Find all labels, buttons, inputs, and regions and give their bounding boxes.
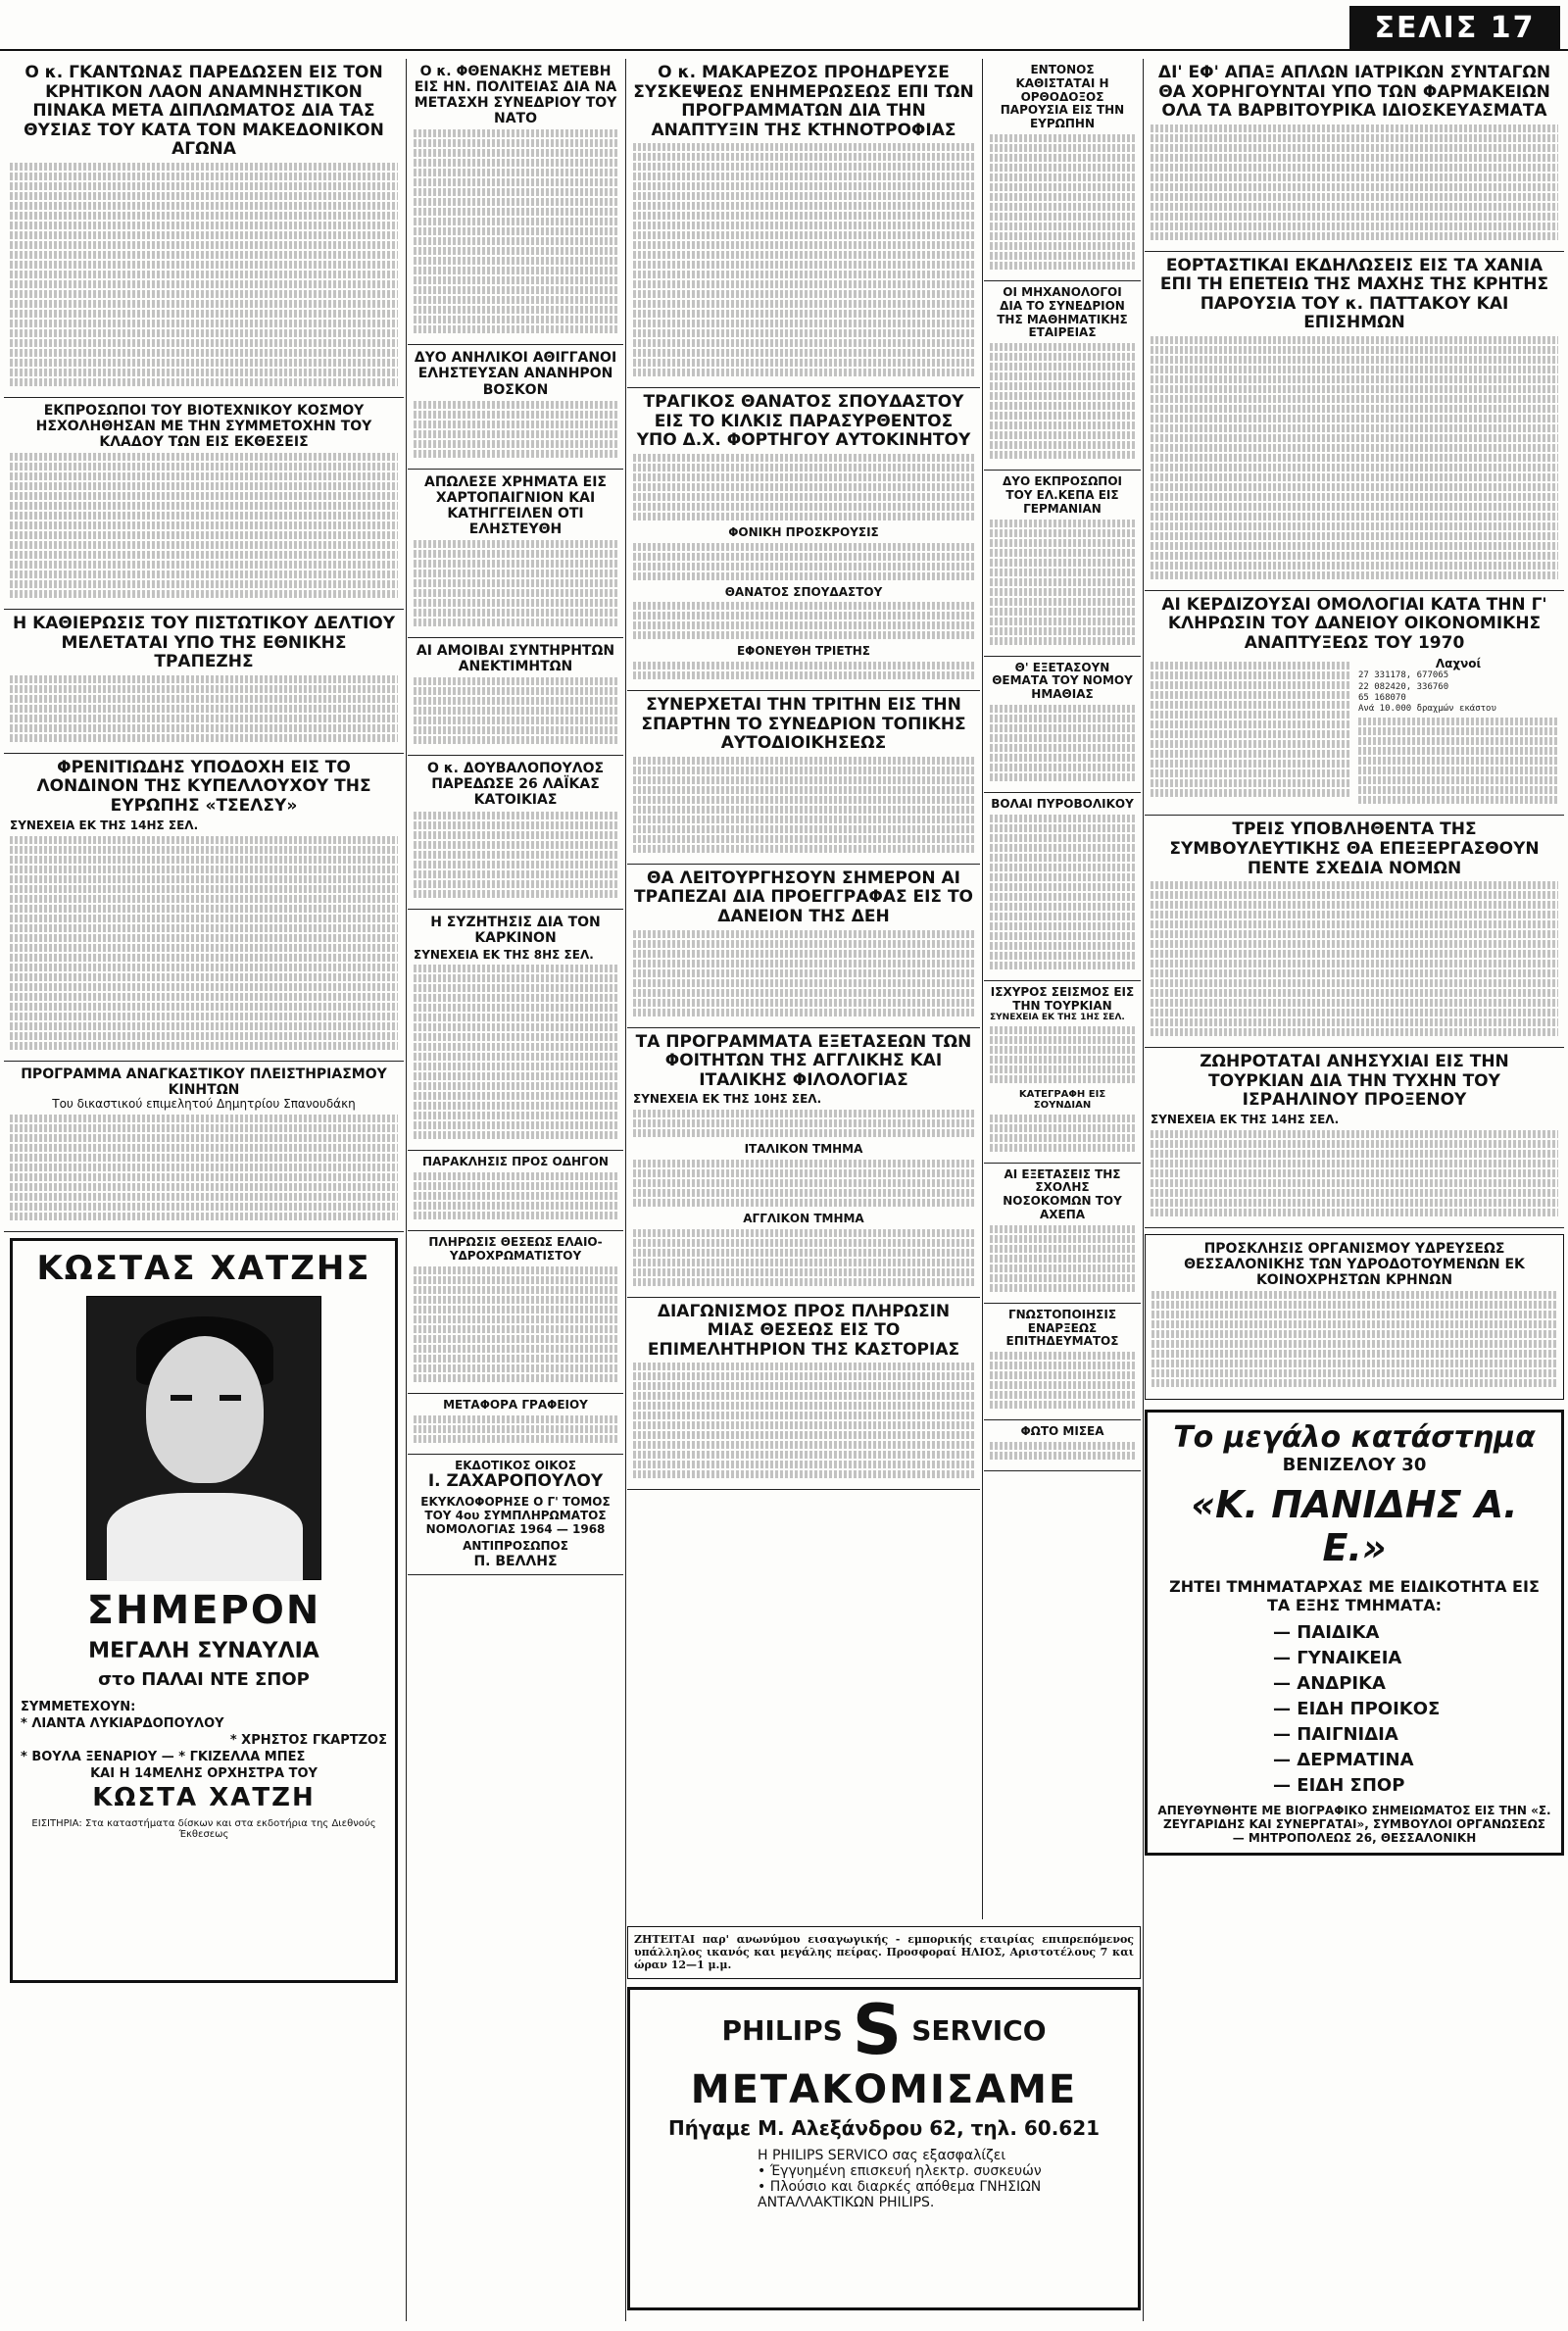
headline: ΕΚΠΡΟΣΩΠΟΙ ΤΟΥ ΒΙΟΤΕΧΝΙΚΟΥ ΚΟΣΜΟΥ ΗΣΧΟΛΗΘΗΣΑΝ ΜΕ ΤΗΝ ΣΥΜΜΕΤΟΧΗΝ ΤΟΥ ΚΛΑΔΟΥ ΤΩΝ ΕΙΣ ΕΚΘΕΣΕΙΣ bbox=[35, 402, 372, 450]
lottery-row: 65 168070 bbox=[1358, 692, 1406, 703]
orchestra-name: ΚΩΣΤΑ ΧΑΤΖΗ bbox=[92, 1783, 316, 1813]
ad-company: «Κ. ΠΑΝΙΔΗΣ Α. Ε.» bbox=[1191, 1482, 1518, 1569]
publisher-label: ΕΚΔΟΤΙΚΟΣ ΟΙΚΟΣ bbox=[455, 1458, 576, 1472]
article-body bbox=[990, 705, 1135, 781]
headline: ΔΙ' ΕΦ' ΑΠΑΞ ΑΠΛΩΝ ΙΑΤΡΙΚΩΝ ΣΥΝΤΑΓΩΝ ΘΑ ΧΟΡΗΓΟΥΝΤΑΙ ΥΠΟ ΤΩΝ ΦΑΡΜΑΚΕΙΩΝ ΟΛΑ ΤΑ ΒΑΡΒΙΤΟΥΡΙΚΑ ΙΔΙΟΣΚΕΥΑΣΜΑΤΑ bbox=[1157, 63, 1551, 122]
article-body bbox=[10, 1115, 398, 1220]
lottery-row: Ανά 10.000 δραχμών εκάστου bbox=[1358, 704, 1496, 715]
participant: * ΛΙΑΝΤΑ ΛΥΚΙΑΡΔΟΠΟΥΛΟΥ bbox=[21, 1716, 224, 1732]
article-imathia bbox=[984, 657, 1141, 793]
article-body bbox=[990, 520, 1135, 645]
article-biotechnical bbox=[4, 398, 404, 610]
lottery-row: 27 331178, 677065 bbox=[1358, 670, 1449, 681]
headline: ΜΕΤΑΦΟΡΑ ΓΡΑΦΕΙΟΥ bbox=[443, 1397, 588, 1412]
headline: ΠΡΟΓΡΑΜΜΑ ΑΝΑΓΚΑΣΤΙΚΟΥ ΠΛΕΙΣΤΗΡΙΑΣΜΟΥ ΚΙΝΗΤΩΝ bbox=[21, 1066, 387, 1099]
headline: Ο κ. ΦΘΕΝΑΚΗΣ ΜΕΤΕΒΗ ΕΙΣ ΗΝ. ΠΟΛΙΤΕΙΑΣ ΔΙΑ ΝΑ ΜΕΤΑΣΧΗ ΣΥΝΕΔΡΙΟΥ ΤΟΥ ΝΑΤΟ bbox=[414, 64, 617, 127]
article-earthquake bbox=[984, 981, 1141, 1164]
article-body bbox=[633, 454, 974, 521]
orchestra-label: ΚΑΙ Η 14ΜΕΛΗΣ ΟΡΧΗΣΤΡΑ ΤΟΥ bbox=[90, 1766, 318, 1782]
brand-left: PHILIPS bbox=[721, 2013, 843, 2047]
department-item: — ΕΙΔΗ ΣΠΟΡ bbox=[1273, 1775, 1553, 1796]
headline: ΔΙΑΓΩΝΙΣΜΟΣ ΠΡΟΣ ΠΛΗΡΩΣΙΝ ΜΙΑΣ ΘΕΣΕΩΣ ΕΙΣ ΤΟ ΕΠΙΜΕΛΗΤΗΡΙΟΝ ΤΗΣ ΚΑΣΤΟΡΙΑΣ bbox=[647, 1301, 960, 1360]
article-body bbox=[10, 836, 398, 1050]
article-body bbox=[990, 815, 1135, 969]
notice-photo bbox=[984, 1420, 1141, 1471]
department-list bbox=[1273, 1622, 1553, 1796]
article-body bbox=[1151, 124, 1558, 240]
ad-request: ΖΗΤΕΙ ΤΜΗΜΑΤΑΡΧΑΣ ΜΕ ΕΙΔΙΚΟΤΗΤΑ ΕΙΣ ΤΑ ΕΞΗΣ ΤΜΗΜΑΤΑ: bbox=[1169, 1576, 1540, 1614]
headline: ΦΡΕΝΙΤΙΩΔΗΣ ΥΠΟΔΟΧΗ ΕΙΣ ΤΟ ΛΟΝΔΙΝΟΝ ΤΗΣ ΚΥΠΕΛΛΟΥΧΟΥ ΤΗΣ ΕΥΡΩΠΗΣ «ΤΣΕΛΣΥ» bbox=[36, 757, 371, 816]
article-body bbox=[1151, 660, 1350, 804]
article-body bbox=[990, 1225, 1135, 1292]
subheading: ΙΤΑΛΙΚΟΝ ΤΜΗΜΑ bbox=[744, 1141, 863, 1156]
headline: Ο κ. ΜΑΚΑΡΕΖΟΣ ΠΡΟΗΔΡΕΥΣΕ ΣΥΣΚΕΨΕΩΣ ΕΝΗΜΕΡΩΣΕΩΣ ΕΠΙ ΤΩΝ ΠΡΟΓΡΑΜΜΑΤΩΝ ΔΙΑ ΤΗΝ ΑΝΑΠΤΥΞΙΝ ΤΗΣ ΚΤΗΝΟΤΡΟΦΙΑΣ bbox=[633, 63, 974, 140]
headline: ΤΡΕΙΣ ΥΠΟΒΛΗΘΕΝΤΑ ΤΗΣ ΣΥΜΒΟΥΛΕΥΤΙΚΗΣ ΘΑ ΕΠΕΞΕΡΓΑΣΘΟΥΝ ΠΕΝΤΕ ΣΧΕΔΙΑ ΝΟΜΩΝ bbox=[1169, 819, 1540, 878]
bullet: Η PHILIPS SERVICO σας εξασφαλίζει bbox=[758, 2147, 1006, 2163]
concert-advertisement bbox=[10, 1238, 398, 1983]
continuation-label: ΣΥΝΕΧΕΙΑ ΕΚ ΤΗΣ 8ΗΣ ΣΕΛ. bbox=[414, 947, 594, 962]
article-body bbox=[10, 675, 398, 742]
article-body bbox=[414, 1415, 617, 1443]
continuation-label: ΣΥΝΕΧΕΙΑ ΕΚ ΤΗΣ 10ΗΣ ΣΕΛ. bbox=[633, 1092, 822, 1107]
tickets-info: ΕΙΣΙΤΗΡΙΑ: Στα καταστήματα δίσκων και στα εκδοτήρια της Διεθνούς Έκθεσεως bbox=[31, 1818, 376, 1841]
brand-logo bbox=[640, 1989, 1128, 2070]
headline: ΑΙ ΚΕΡΔΙΖΟΥΣΑΙ ΟΜΟΛΟΓΙΑΙ ΚΑΤΑ ΤΗΝ Γ' ΚΛΗΡΩΣΙΝ ΤΟΥ ΔΑΝΕΙΟΥ ΟΙΚΟΝΟΜΙΚΗΣ ΑΝΑΠΤΥΞΕΩΣ ΤΟΥ 1970 bbox=[1161, 594, 1547, 653]
headline: ΠΡΟΣΚΛΗΣΙΣ ΟΡΓΑΝΙΣΜΟΥ ΥΔΡΕΥΣΕΩΣ ΘΕΣΣΑΛΟΝΙΚΗΣ ΤΩΝ ΥΔΡΟΔΟΤΟΥΜΕΝΩΝ ΕΚ ΚΟΙΝΟΧΡΗΣΤΩΝ ΚΡΗΝΩΝ bbox=[1184, 1240, 1525, 1288]
article-lottery bbox=[1145, 591, 1564, 817]
representative-name: Π. ΒΕΛΛΗΣ bbox=[473, 1554, 558, 1570]
ad-title: Το μεγάλο κατάστημα bbox=[1173, 1419, 1536, 1455]
article-engineers bbox=[984, 281, 1141, 471]
department-item: — ΠΑΙΓΝΙΔΙΑ bbox=[1273, 1724, 1553, 1745]
bullet: • Πλούσιο και διαρκές απόθεμα ΓΝΗΣΙΩΝ ΑΝΤΑΛΛΑΚΤΙΚΩΝ PHILIPS. bbox=[758, 2178, 1042, 2210]
article-body bbox=[414, 1172, 617, 1219]
article-body bbox=[633, 930, 974, 1017]
representative-label: ΑΝΤΙΠΡΟΣΩΠΟΣ bbox=[463, 1539, 568, 1554]
header-rule bbox=[0, 49, 1568, 53]
subheading: ΚΑΤΕΓΡΑΦΗ ΕΙΣ ΣΟΥΝΔΙΑΝ bbox=[1018, 1088, 1106, 1112]
lottery-numbers bbox=[1358, 718, 1558, 804]
article-body bbox=[1151, 1130, 1558, 1216]
headline: ΦΩΤΟ ΜΙΣΕΑ bbox=[1020, 1424, 1104, 1439]
headline: ΘΑ ΛΕΙΤΟΥΡΓΗΣΟΥΝ ΣΗΜΕΡΟΝ ΑΙ ΤΡΑΠΕΖΑΙ ΔΙΑ ΠΡΟΕΓΓΡΑΦΑΣ ΕΙΣ ΤΟ ΔΑΝΕΙΟΝ ΤΗΣ ΔΕΗ bbox=[633, 868, 974, 926]
brand-right: SERVICO bbox=[911, 2013, 1047, 2047]
article-wages bbox=[408, 638, 623, 756]
article-chelsea bbox=[4, 754, 404, 1062]
article-body bbox=[633, 602, 974, 639]
event-venue: στο ΠΑΛΑΙ ΝΤΕ ΣΠΟΡ bbox=[98, 1669, 310, 1691]
article-orthodox bbox=[984, 59, 1141, 281]
headline: ΑΙ ΑΜΟΙΒΑΙ ΣΥΝΤΗΡΗΤΩΝ ΑΝΕΚΤΙΜΗΤΩΝ bbox=[416, 643, 615, 675]
panidis-advertisement bbox=[1145, 1410, 1564, 1856]
article-body bbox=[990, 1442, 1135, 1460]
headline: ΑΙ ΕΞΕΤΑΣΕΙΣ ΤΗΣ ΣΧΟΛΗΣ ΝΟΣΟΚΟΜΩΝ ΤΟΥ ΑΧΕΠΑ bbox=[1003, 1166, 1122, 1222]
continuation-label: ΣΥΝΕΧΕΙΑ ΕΚ ΤΗΣ 1ΗΣ ΣΕΛ. bbox=[990, 1013, 1125, 1023]
bottom-middle bbox=[627, 1923, 1141, 2310]
column-divider bbox=[982, 59, 983, 1919]
article-body bbox=[633, 662, 974, 679]
ad-address: ΒΕΝΙΖΕΛΟΥ 30 bbox=[1282, 1454, 1427, 1475]
article-douvalopoulos bbox=[408, 756, 623, 909]
column-1 bbox=[4, 59, 404, 2321]
notice-position bbox=[408, 1231, 623, 1394]
article-body bbox=[633, 1363, 974, 1478]
notice-office-move bbox=[408, 1394, 623, 1455]
article-body bbox=[414, 401, 617, 458]
column-2 bbox=[408, 59, 623, 2321]
headline: ΕΝΤΟΝΟΣ ΚΑΘΙΣΤΑΤΑΙ Η ΟΡΘΟΔΟΞΟΣ ΠΑΡΟΥΣΙΑ ΕΙΣ ΤΗΝ ΕΥΡΩΠΗΝ bbox=[1000, 63, 1125, 131]
article-cards bbox=[408, 470, 623, 638]
headline: Θ' ΕΞΕΤΑΣΟΥΝ ΘΕΜΑΤΑ ΤΟΥ ΝΟΜΟΥ ΗΜΑΘΙΑΣ bbox=[992, 660, 1133, 702]
lottery-label: Λαχνοί bbox=[1435, 657, 1482, 671]
article-body bbox=[633, 143, 974, 376]
article-cancer bbox=[408, 910, 623, 1152]
column-divider bbox=[1143, 59, 1144, 2321]
article-body bbox=[990, 343, 1135, 459]
article-body bbox=[414, 677, 617, 744]
article-body bbox=[633, 757, 974, 853]
headline: Ο κ. ΓΚΑΝΤΩΝΑΣ ΠΑΡΕΔΩΣΕΝ ΕΙΣ ΤΟΝ ΚΡΗΤΙΚΟΝ ΛΑΟΝ ΑΝΑΜΝΗΣΤΙΚΟΝ ΠΙΝΑΚΑ ΜΕΤΑ ΔΙΠΛΩΜΑΤΟΣ ΔΙΑ ΤΑΣ ΘΥΣΙΑΣ ΤΟΥ ΚΑΤΑ ΤΟΝ ΜΑΚΕΔΟΝΙΚΟΝ ΑΓΩΝΑ bbox=[24, 63, 384, 160]
article-fthenakis bbox=[408, 59, 623, 345]
publisher-text: ΕΚΥΚΛΟΦΟΡΗΣΕ Ο Γ' ΤΟΜΟΣ ΤΟΥ 4ου ΣΥΜΠΛΗΡΩΜΑΤΟΣ ΝΟΜΟΛΟΓΙΑΣ 1964 — 1968 bbox=[420, 1495, 611, 1536]
participants-label: ΣΥΜΜΕΤΕΧΟΥΝ: bbox=[21, 1700, 136, 1715]
column-5 bbox=[1145, 59, 1564, 2321]
article-body bbox=[414, 812, 617, 898]
new-address: Πήγαμε Μ. Αλεξάνδρου 62, τηλ. 60.621 bbox=[667, 2115, 1101, 2140]
article-body bbox=[990, 134, 1135, 270]
subheading: ΕΦΟΝΕΥΘΗ ΤΡΙΕΤΗΣ bbox=[736, 644, 871, 659]
article-body bbox=[414, 540, 617, 626]
article-gkantonas bbox=[4, 59, 404, 398]
article-barbiturates bbox=[1145, 59, 1564, 252]
participant: * ΧΡΗΣΤΟΣ ΓΚΑΡΤΖΟΣ bbox=[229, 1733, 387, 1749]
artist-photo bbox=[86, 1296, 321, 1580]
page-number-masthead: ΣΕΛΙΣ 17 bbox=[1349, 6, 1560, 49]
article-body bbox=[633, 1110, 974, 1137]
lottery-table bbox=[1358, 657, 1558, 810]
article-body bbox=[990, 1352, 1135, 1409]
column-3 bbox=[627, 59, 980, 1919]
article-exams bbox=[627, 1028, 980, 1298]
headline: ΖΩΗΡΟΤΑΤΑΙ ΑΝΗΣΥΧΙΑΙ ΕΙΣ ΤΗΝ ΤΟΥΡΚΙΑΝ ΔΙΑ ΤΗΝ ΤΥΧΗΝ ΤΟΥ ΙΣΡΑΗΛΙΝΟΥ ΠΡΟΞΕΝΟΥ bbox=[1200, 1052, 1509, 1111]
subheading: ΑΓΓΛΙΚΟΝ ΤΜΗΜΑ bbox=[743, 1211, 864, 1225]
article-dei-loan bbox=[627, 865, 980, 1028]
headline: ΔΥΟ ΑΝΗΛΙΚΟΙ ΑΘΙΓΓΑΝΟΙ ΕΛΗΣΤΕΥΣΑΝ ΑΝΑΝΗΡΟΝ ΒΟΣΚΟΝ bbox=[414, 350, 617, 398]
article-body bbox=[1151, 881, 1558, 1036]
column-4 bbox=[984, 59, 1141, 1919]
column-divider bbox=[625, 59, 626, 2321]
today-label: ΣΗΜΕΡΟΝ bbox=[86, 1588, 321, 1634]
article-gypsies bbox=[408, 345, 623, 469]
philips-advertisement bbox=[627, 1987, 1141, 2310]
notice-driver bbox=[408, 1151, 623, 1231]
headline: ΟΙ ΜΗΧΑΝΟΛΟΓΟΙ ΔΙΑ ΤΟ ΣΥΝΕΔΡΙΟΝ ΤΗΣ ΜΑΘΗΜΑΤΙΚΗΣ ΕΤΑΙΡΕΙΑΣ bbox=[997, 284, 1128, 340]
article-artillery bbox=[984, 793, 1141, 981]
ad-contact: ΑΠΕΥΘΥΝΘΗΤΕ ΜΕ ΒΙΟΓΡΑΦΙΚΟ ΣΗΜΕΙΩΜΑΤΟΣ ΕΙΣ ΤΗΝ «Σ. ΖΕΥΓΑΡΙΔΗΣ ΚΑΙ ΣΥΝΕΡΓΑΤΑΙ», ΣΥΜΒΟΥΛΟΙ ΟΡΓΑΝΩΣΕΩΣ — ΜΗΤΡΟΠΟΛΕΩΣ 26, ΘΕΣΣΑΛΟΝΙΚΗ bbox=[1157, 1803, 1551, 1845]
article-auction bbox=[4, 1062, 404, 1232]
column-divider bbox=[406, 59, 407, 2321]
event-title: ΜΕΓΑΛΗ ΣΥΝΑΥΛΙΑ bbox=[88, 1639, 319, 1664]
article-body bbox=[990, 1026, 1135, 1083]
headline: ΓΝΩΣΤΟΠΟΙΗΣΙΣ ΕΝΑΡΞΕΩΣ ΕΠΙΤΗΔΕΥΜΑΤΟΣ bbox=[1005, 1307, 1119, 1349]
artist-name: ΚΩΣΤΑΣ ΧΑΤΖΗΣ bbox=[36, 1249, 371, 1289]
article-body bbox=[1152, 1291, 1557, 1387]
headline: ΤΑ ΠΡΟΓΡΑΜΜΑΤΑ ΕΞΕΤΑΣΕΩΝ ΤΩΝ ΦΟΙΤΗΤΩΝ ΤΗΣ ΑΓΓΛΙΚΗΣ ΚΑΙ ΙΤΑΛΙΚΗΣ ΦΙΛΟΛΟΓΙΑΣ bbox=[635, 1031, 972, 1090]
department-item: — ΕΙΔΗ ΠΡΟΙΚΟΣ bbox=[1273, 1699, 1553, 1719]
brand-s: S bbox=[852, 1989, 903, 2070]
article-bills bbox=[1145, 816, 1564, 1048]
notice-water bbox=[1145, 1234, 1564, 1400]
bullet: • Έγγυημένη επισκευή ηλεκτρ. συσκευών bbox=[758, 2162, 1042, 2179]
subheadline: Του δικαστικού επιμελητού Δημητρίου Σπανουδάκη bbox=[52, 1097, 356, 1112]
article-nursing-exams bbox=[984, 1164, 1141, 1304]
headline: Η ΚΑΘΙΕΡΩΣΙΣ ΤΟΥ ΠΙΣΤΩΤΙΚΟΥ ΔΕΛΤΙΟΥ ΜΕΛΕΤΑΤΑΙ ΥΠΟ ΤΗΣ ΕΘΝΙΚΗΣ ΤΡΑΠΕΖΗΣ bbox=[12, 614, 396, 672]
headline: Η ΣΥΖΗΤΗΣΙΣ ΔΙΑ ΤΟΝ ΚΑΡΚΙΝΟΝ bbox=[430, 914, 601, 946]
subheading: ΦΟΝΙΚΗ ΠΡΟΣΚΡΟΥΣΙΣ bbox=[728, 524, 879, 539]
article-body bbox=[414, 965, 617, 1139]
article-chania bbox=[1145, 252, 1564, 591]
continuation-label: ΣΥΝΕΧΕΙΑ ΕΚ ΤΗΣ 14ΗΣ ΣΕΛ. bbox=[1151, 1112, 1340, 1126]
article-kastoria bbox=[627, 1298, 980, 1491]
notice-business bbox=[984, 1304, 1141, 1420]
headline: ΑΠΩΛΕΣΕ ΧΡΗΜΑΤΑ ΕΙΣ ΧΑΡΤΟΠΑΙΓΝΙΟΝ ΚΑΙ ΚΑΤΗΓΓΕΙΛΕΝ ΟΤΙ ΕΛΗΣΤΕΥΘΗ bbox=[424, 473, 607, 537]
moved-label: ΜΕΤΑΚΟΜΙΣΑΜΕ bbox=[690, 2066, 1078, 2112]
lottery-row: 22 082420, 336760 bbox=[1358, 681, 1449, 692]
headline: ΕΟΡΤΑΣΤΙΚΑΙ ΕΚΔΗΛΩΣΕΙΣ ΕΙΣ ΤΑ ΧΑΝΙΑ ΕΠΙ ΤΗ ΕΠΕΤΕΙΩ ΤΗΣ ΜΑΧΗΣ ΤΗΣ ΚΡΗΤΗΣ ΠΑΡΟΥΣΙΑ ΤΟΥ κ. ΠΑΤΤΑΚΟΥ ΚΑΙ ΕΠΙΣΗΜΩΝ bbox=[1159, 255, 1549, 333]
headline: ΤΡΑΓΙΚΟΣ ΘΑΝΑΤΟΣ ΣΠΟΥΔΑΣΤΟΥ ΕΙΣ ΤΟ ΚΙΛΚΙΣ ΠΑΡΑΣΥΡΘΕΝΤΟΣ ΥΠΟ Δ.Χ. ΦΟΡΤΗΓΟΥ ΑΥΤΟΚΙΝΗΤΟΥ bbox=[636, 392, 971, 451]
department-item: — ΔΕΡΜΑΤΙΝΑ bbox=[1273, 1750, 1553, 1770]
department-item: — ΓΥΝΑΙΚΕΙΑ bbox=[1273, 1648, 1553, 1668]
article-body bbox=[990, 1115, 1135, 1152]
article-credit-card bbox=[4, 610, 404, 754]
subheading: ΘΑΝΑΤΟΣ ΣΠΟΥΔΑΣΤΟΥ bbox=[724, 584, 883, 599]
article-body bbox=[414, 1266, 617, 1382]
classified-ad: ΖΗΤΕΙΤΑΙ παρ' ανωνύμου εισαγωγικής - εμπορικής εταιρίας επιπρεπόμενος υπάλληλος ικανός και μεγάλης πείρας. Προσφοραί ΗΛΙΟΣ, Αριστοτέλους 7 και ώραν 12—1 μ.μ. bbox=[627, 1926, 1141, 1979]
article-consul bbox=[1145, 1048, 1564, 1227]
article-body bbox=[633, 543, 974, 580]
headline: ΒΟΛΑΙ ΠΥΡΟΒΟΛΙΚΟΥ bbox=[991, 796, 1134, 811]
headline: ΠΛΗΡΩΣΙΣ ΘΕΣΕΩΣ ΕΛΑΙΟ-ΥΔΡΟΧΡΩΜΑΤΙΣΤΟΥ bbox=[428, 1235, 603, 1264]
department-item: — ΑΝΔΡΙΚΑ bbox=[1273, 1673, 1553, 1694]
article-body bbox=[10, 163, 398, 386]
publisher-ad bbox=[408, 1455, 623, 1576]
article-kilkis bbox=[627, 388, 980, 691]
publisher-name: Ι. ΖΑΧΑΡΟΠΟΥΛΟΥ bbox=[427, 1471, 604, 1492]
article-makarezos bbox=[627, 59, 980, 388]
headline: ΠΑΡΑΚΛΗΣΙΣ ΠΡΟΣ ΟΔΗΓΟΝ bbox=[422, 1155, 609, 1169]
continuation-label: ΣΥΝΕΧΕΙΑ ΕΚ ΤΗΣ 14ΗΣ ΣΕΛ. bbox=[10, 818, 199, 833]
headline: ΙΣΧΥΡΟΣ ΣΕΙΣΜΟΣ ΕΙΣ ΤΗΝ ΤΟΥΡΚΙΑΝ bbox=[990, 984, 1135, 1013]
article-elkepa bbox=[984, 471, 1141, 656]
department-item: — ΠΑΙΔΙΚΑ bbox=[1273, 1622, 1553, 1643]
article-body bbox=[1151, 336, 1558, 579]
headline: ΔΥΟ ΕΚΠΡΟΣΩΠΟΙ ΤΟΥ ΕΛ.ΚΕΠΑ ΕΙΣ ΓΕΡΜΑΝΙΑΝ bbox=[1003, 474, 1122, 516]
article-body bbox=[414, 129, 617, 333]
article-sparti bbox=[627, 691, 980, 865]
article-body bbox=[633, 1160, 974, 1207]
headline: ΣΥΝΕΡΧΕΤΑΙ ΤΗΝ ΤΡΙΤΗΝ ΕΙΣ ΤΗΝ ΣΠΑΡΤΗΝ ΤΟ ΣΥΝΕΔΡΙΟΝ ΤΟΠΙΚΗΣ ΑΥΤΟΔΙΟΙΚΗΣΕΩΣ bbox=[641, 695, 966, 754]
article-body bbox=[633, 1229, 974, 1286]
participant: * ΒΟΥΛΑ ΞΕΝΑΡΙΟΥ — * ΓΚΙΖΕΛΛΑ ΜΠΕΣ bbox=[21, 1750, 306, 1765]
headline: Ο κ. ΔΟΥΒΑΛΟΠΟΥΛΟΣ ΠΑΡΕΔΩΣΕ 26 ΛΑΪΚΑΣ ΚΑΤΟΙΚΙΑΣ bbox=[426, 761, 605, 809]
article-body bbox=[10, 453, 398, 598]
